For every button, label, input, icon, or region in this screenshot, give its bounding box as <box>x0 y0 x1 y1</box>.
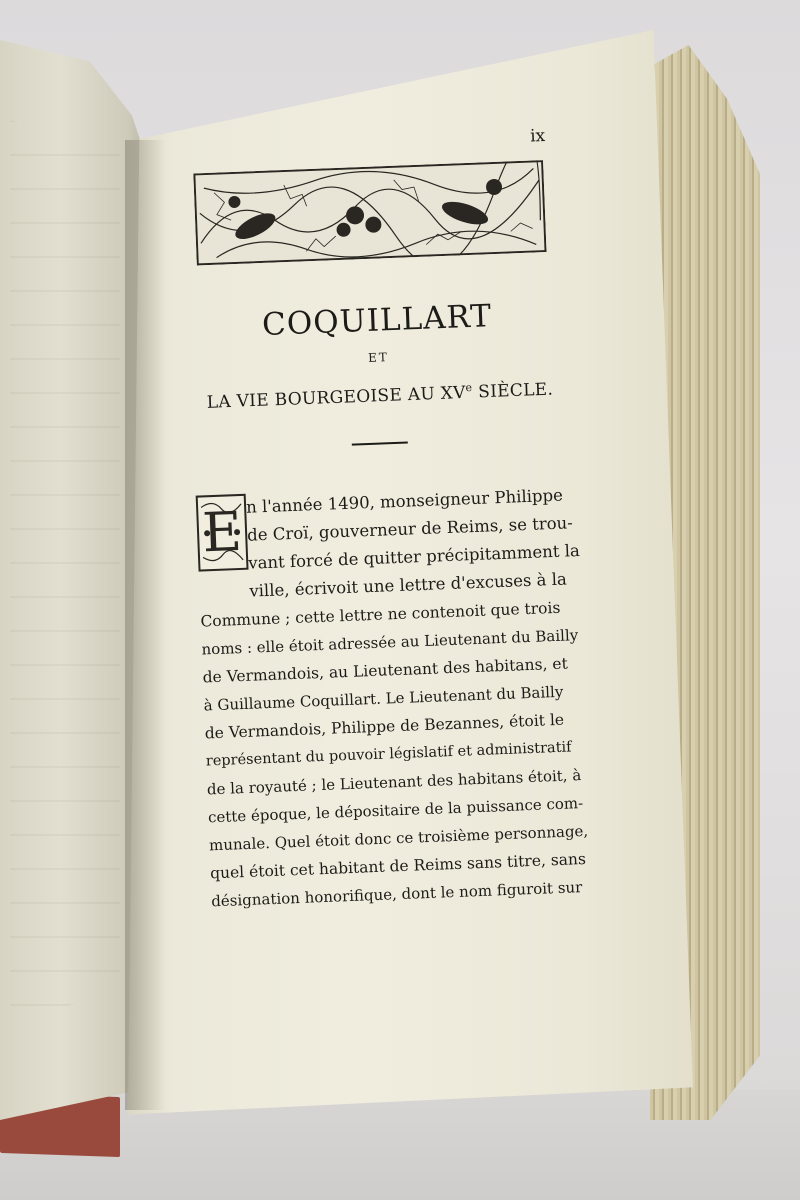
printed-page-content <box>180 125 590 939</box>
body-line: quel étoit cet habitant de Reims sans titre, sans <box>209 849 587 883</box>
subtitle-superscript: e <box>465 380 473 395</box>
body-line: de Vermandois, Philippe de Bezannes, étoit le <box>204 710 565 743</box>
subtitle-end: SIÈCLE. <box>472 379 554 403</box>
woodcut-headpiece <box>193 160 546 265</box>
left-page-bleed-through <box>10 120 120 1020</box>
title-conjunction: ET <box>367 350 390 365</box>
body-line: représentant du pouvoir législatif et administratif <box>205 739 572 770</box>
chapter-title: COQUILLART <box>261 298 493 343</box>
headpiece-ornament-icon <box>193 160 546 265</box>
body-line: de Croï, gouverneur de Reims, se trou- <box>246 513 574 545</box>
body-line: n l'année 1490, monseigneur Philippe <box>245 485 564 517</box>
body-line: à Guillaume Coquillart. Le Lieutenant du Bailly <box>203 682 564 715</box>
ornamental-initial <box>196 494 249 572</box>
title-rule <box>352 441 408 445</box>
body-line: de Vermandois, au Lieutenant des habitans, et <box>202 654 569 687</box>
body-line: Commune ; cette lettre ne contenoit que trois <box>200 598 561 631</box>
subtitle-main: LA VIE BOURGEOISE AU XV <box>206 382 467 413</box>
chapter-subtitle <box>190 377 571 413</box>
body-line: désignation honorifique, dont le nom figuroit sur <box>210 878 583 911</box>
body-line: cette époque, le dépositaire de la puissance com- <box>207 794 584 827</box>
body-line: de la royauté ; le Lieutenant des habitans étoit, à <box>206 766 582 799</box>
drop-cap-letter: E <box>201 499 243 565</box>
book-gutter-shadow <box>125 140 165 1110</box>
page-number: ix <box>529 125 546 147</box>
body-line: noms : elle étoit adressée au Lieutenant du Bailly <box>201 626 579 659</box>
body-line: vant forcé de quitter précipitamment la <box>247 540 581 573</box>
body-line: ville, écrivoit une lettre d'excuses à la <box>249 569 568 601</box>
body-line: munale. Quel étoit donc ce troisième personnage, <box>208 821 589 855</box>
